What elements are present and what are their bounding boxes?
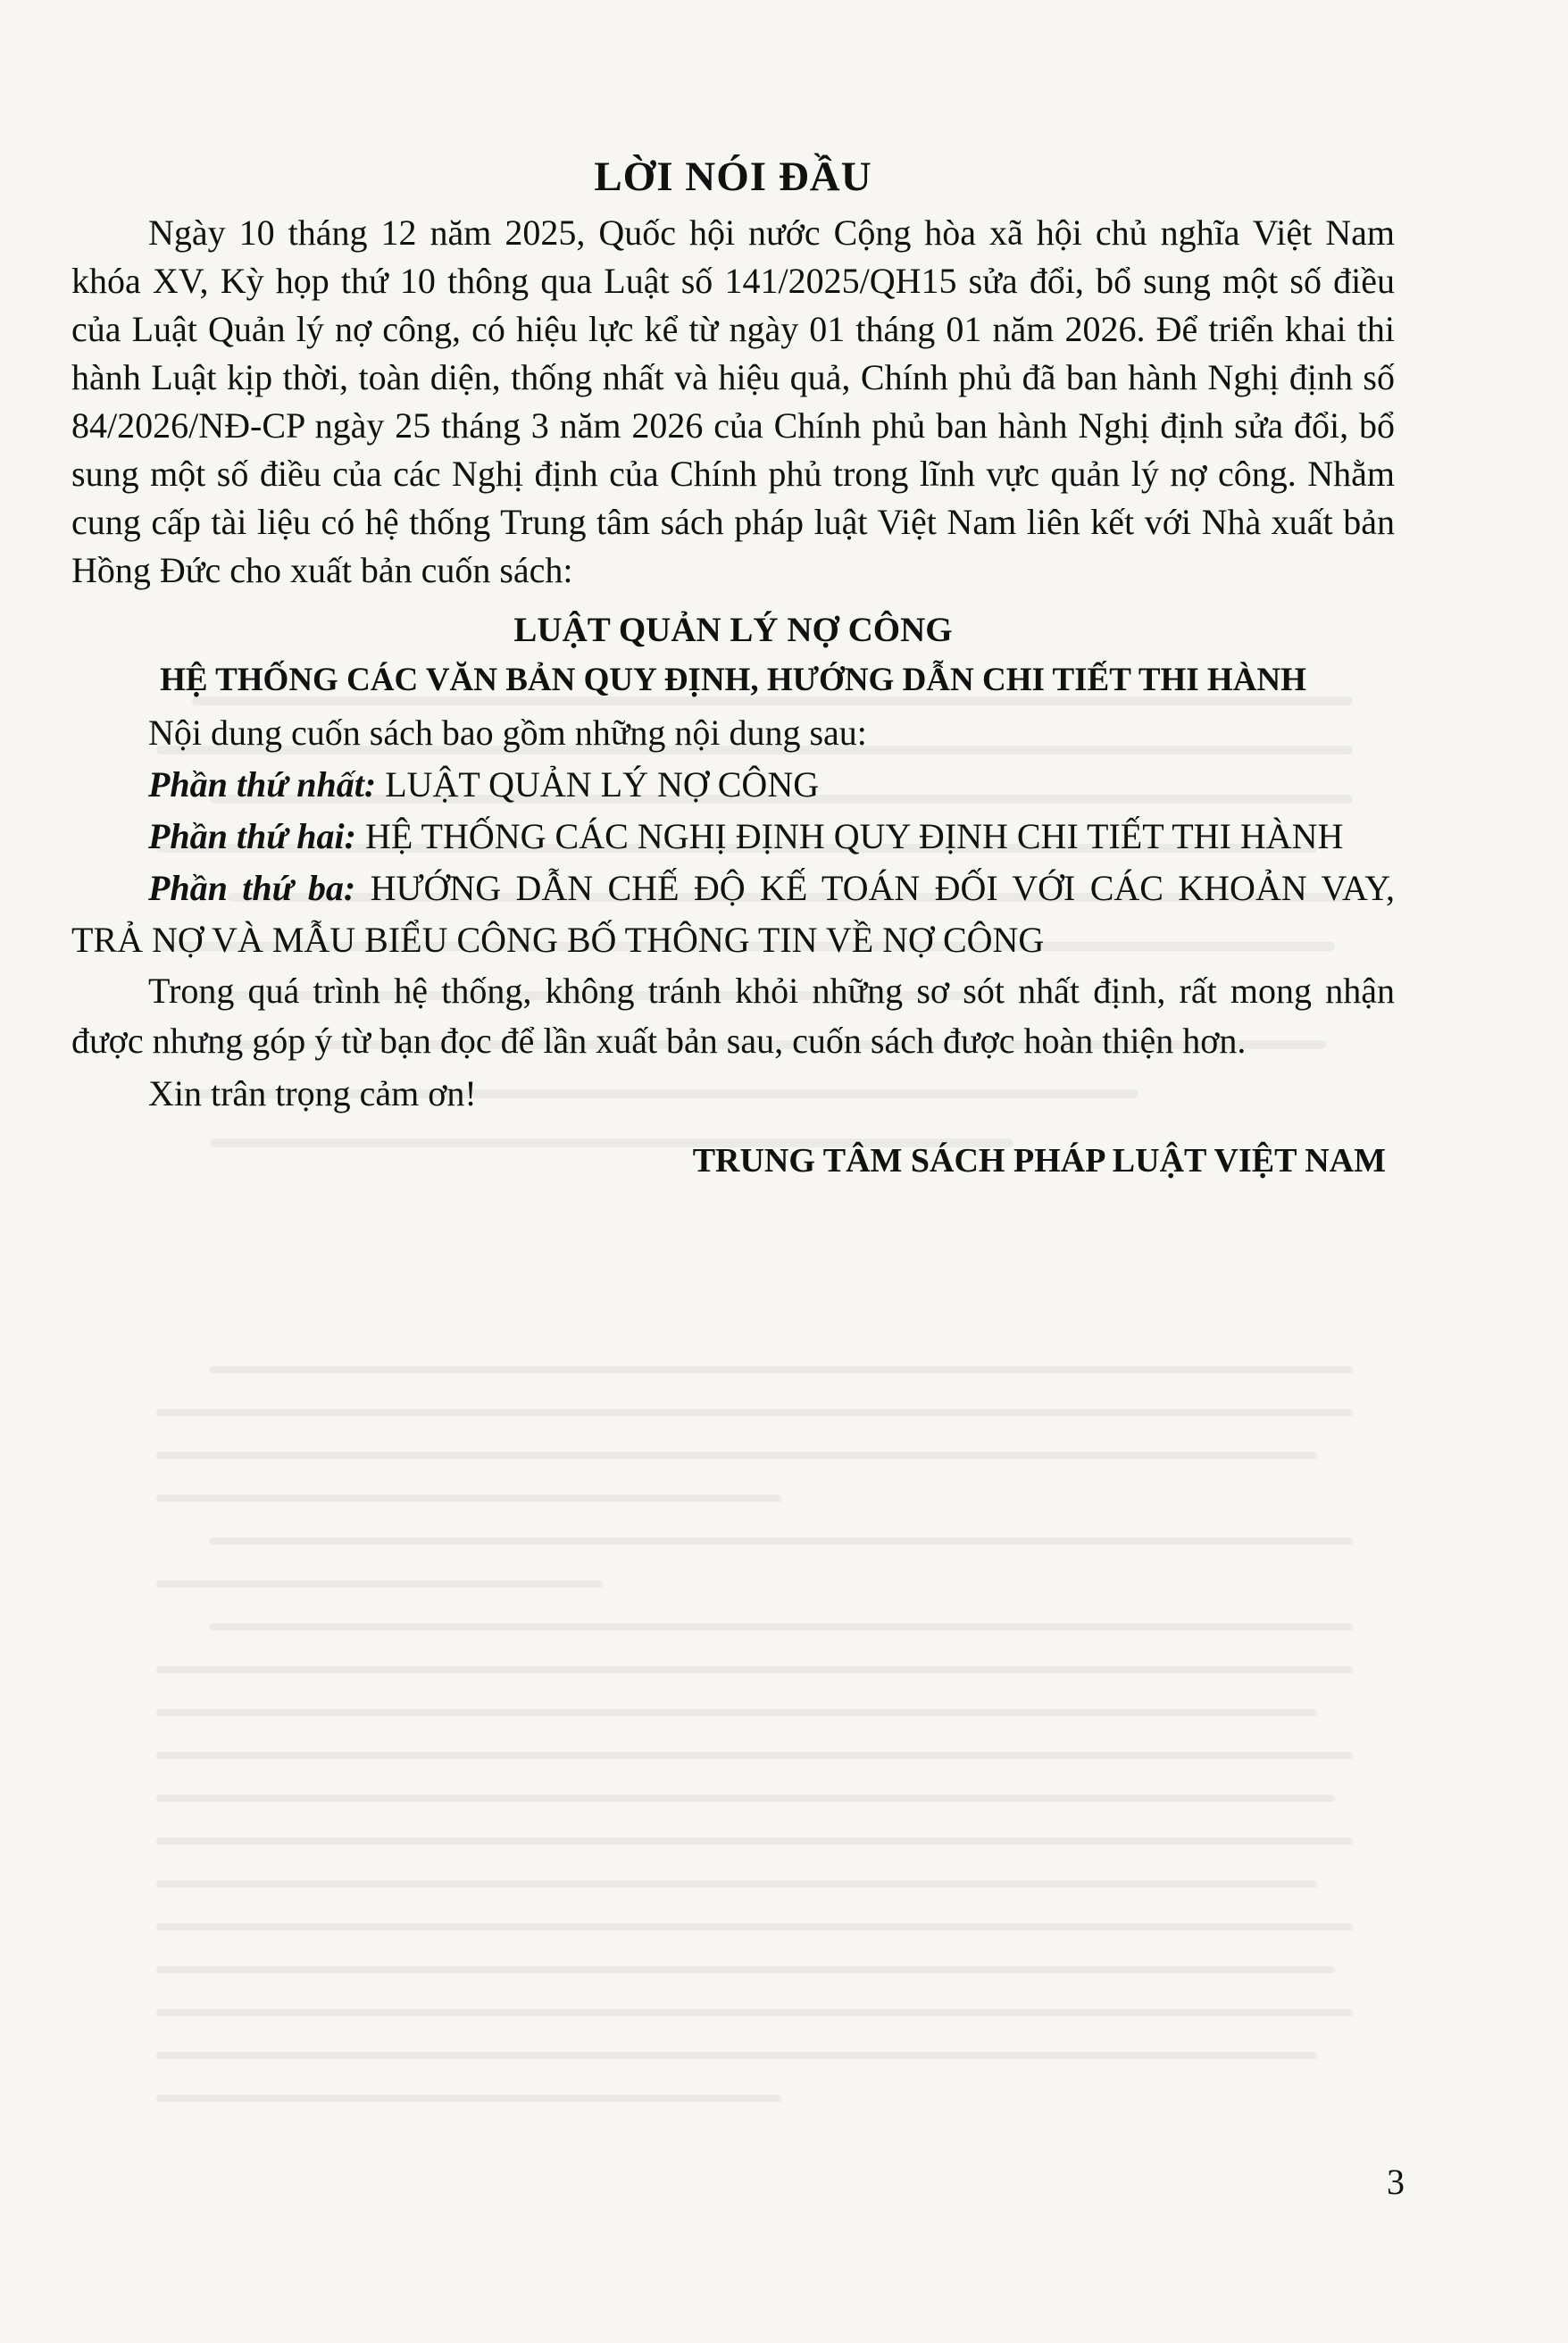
- contents-intro: Nội dung cuốn sách bao gồm những nội dung sau:: [148, 713, 867, 753]
- part-label: Phần thứ ba:: [148, 868, 356, 908]
- part-text: LUẬT QUẢN LÝ NỢ CÔNG: [385, 764, 820, 805]
- preface-content: [71, 150, 1395, 1186]
- part-item-2: [71, 811, 1395, 863]
- part-text: HƯỚNG DẪN CHẾ ĐỘ KẾ TOÁN ĐỐI VỚI CÁC KHOẢN VAY, TRẢ NỢ VÀ MẪU BIỂU CÔNG BỐ THÔNG TIN VỀ NỢ CÔNG: [71, 868, 1396, 960]
- book-title: LUẬT QUẢN LÝ NỢ CÔNG: [513, 611, 953, 649]
- intro-paragraph: Ngày 10 tháng 12 năm 2025, Quốc hội nước Cộng hòa xã hội chủ nghĩa Việt Nam khóa XV, Kỳ họp thứ 10 thông qua Luật số 141/2025/QH15 sửa đổi, bổ sung một số điều của Luật Quản lý nợ công, có hiệu lực kể từ ngày 01 tháng 01 năm 2026. Để triển khai thi hành Luật kịp thời, toàn diện, thống nhất và hiệu quả, Chính phủ đã ban hành Nghị định số 84/2026/NĐ-CP ngày 25 tháng 3 năm 2026 của Chính phủ ban hành Nghị định sửa đổi, bổ sung một số điều của các Nghị định của Chính phủ trong lĩnh vực quản lý nợ công. Nhằm cung cấp tài liệu có hệ thống Trung tâm sách pháp luật Việt Nam liên kết với Nhà xuất bản Hồng Đức cho xuất bản cuốn sách:: [71, 213, 1395, 590]
- part-text: HỆ THỐNG CÁC NGHỊ ĐỊNH QUY ĐỊNH CHI TIẾT THI HÀNH: [364, 816, 1344, 856]
- thanks-line: Xin trân trọng cảm ơn!: [148, 1073, 477, 1113]
- part-item-3: [71, 863, 1395, 966]
- part-item-1: [71, 759, 1395, 811]
- page-number: 3: [1387, 2162, 1405, 2202]
- closing-paragraph: Trong quá trình hệ thống, không tránh khỏi những sơ sót nhất định, rất mong nhận được nhưng góp ý từ bạn đọc để lần xuất bản sau, cuốn sách được hoàn thiện hơn.: [71, 971, 1395, 1061]
- part-label: Phần thứ hai:: [148, 816, 356, 856]
- signature: TRUNG TÂM SÁCH PHÁP LUẬT VIỆT NAM: [692, 1142, 1386, 1180]
- page-title: LỜI NÓI ĐẦU: [594, 154, 872, 200]
- book-subtitle: HỆ THỐNG CÁC VĂN BẢN QUY ĐỊNH, HƯỚNG DẪN CHI TIẾT THI HÀNH: [160, 662, 1306, 698]
- part-label: Phần thứ nhất:: [148, 764, 377, 805]
